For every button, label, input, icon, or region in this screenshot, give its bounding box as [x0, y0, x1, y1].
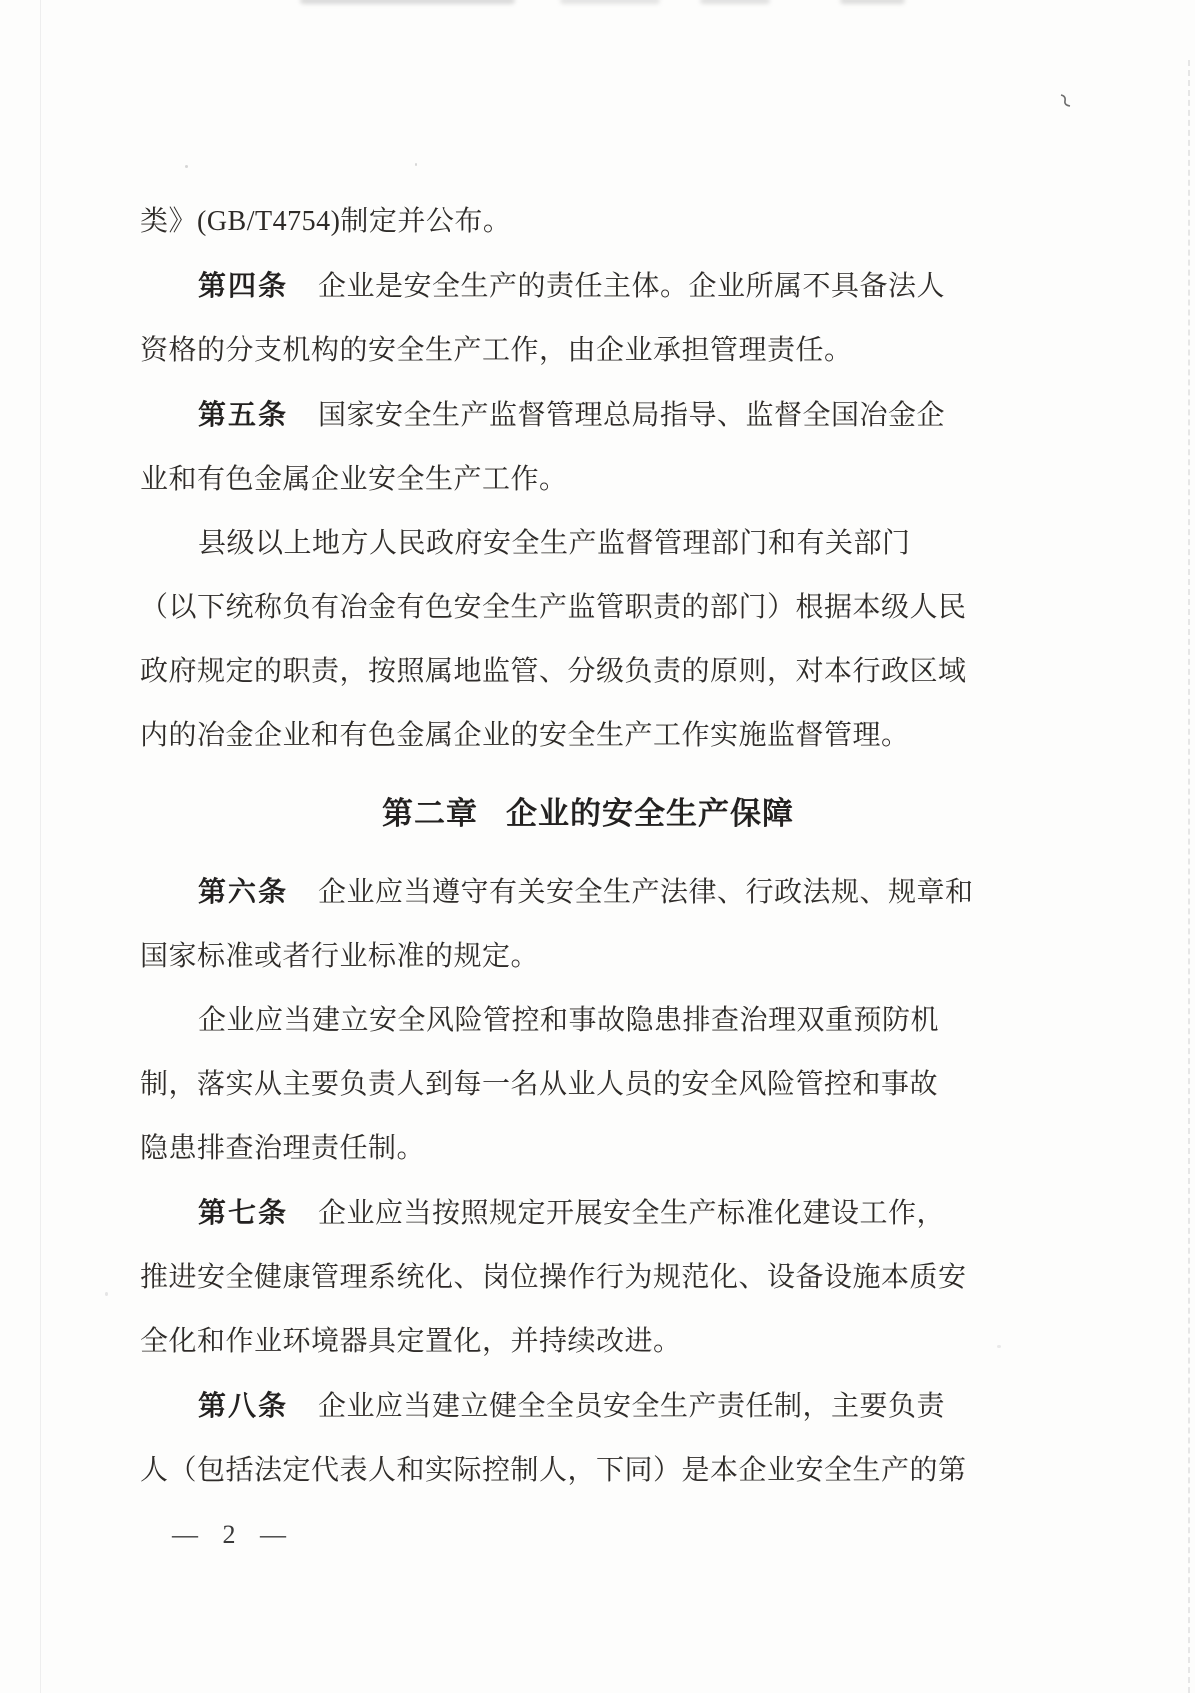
page-edge-line-right	[1188, 60, 1190, 1693]
text-line: （以下统称负有冶金有色安全生产监管职责的部门）根据本级人民	[140, 592, 967, 623]
paragraph-dual-prevention	[140, 989, 962, 1181]
chapter-title: 企业的安全生产保障	[506, 796, 794, 831]
page-edge-line-left	[40, 0, 41, 1693]
text-line	[140, 1374, 962, 1439]
paragraph-county-level	[140, 512, 967, 768]
text-line: 全化和作业环境器具定置化，并持续改进。	[140, 1326, 682, 1357]
text-line: 国家标准或者行业标准的规定。	[140, 941, 540, 972]
text-line: 隐患排查治理责任制。	[140, 1133, 426, 1164]
text-line: 内的冶金企业和有色金属企业的安全生产工作实施监督管理。	[140, 720, 910, 751]
text-line: 政府规定的职责，按照属地监管、分级负责的原则，对本行政区域	[140, 656, 967, 687]
text-line	[140, 860, 974, 925]
article-number: 第八条	[198, 1390, 289, 1421]
paragraph-continuation	[140, 190, 962, 254]
paragraph-article-5	[140, 383, 962, 512]
article-text: 企业应当建立健全全员安全生产责任制，主要负责	[318, 1391, 946, 1422]
text-line: 县级以上地方人民政府安全生产监督管理部门和有关部门	[198, 528, 911, 559]
chapter-number: 第二章	[382, 796, 478, 831]
text-line: 类》(GB/T4754)制定并公布。	[140, 206, 512, 237]
text-line	[140, 383, 962, 448]
chapter-heading	[177, 782, 999, 846]
text-line: 业和有色金属企业安全生产工作。	[140, 464, 568, 495]
article-text: 企业应当遵守有关安全生产法律、行政法规、规章和	[318, 877, 974, 908]
article-number: 第五条	[198, 399, 289, 430]
paragraph-article-7	[140, 1181, 967, 1374]
article-number: 第七条	[198, 1197, 289, 1228]
article-text: 企业应当按照规定开展安全生产标准化建设工作，	[318, 1198, 946, 1229]
ink-speck	[105, 1292, 108, 1296]
text-line: 企业应当建立安全风险管控和事故隐患排查治理双重预防机	[198, 1005, 940, 1036]
paragraph-article-8	[140, 1374, 967, 1503]
text-line: 制，落实从主要负责人到每一名从业人员的安全风险管控和事故	[140, 1069, 939, 1100]
article-number: 第四条	[198, 270, 289, 301]
page-number: — 2 —	[172, 1520, 288, 1549]
ink-squiggle	[1058, 92, 1072, 110]
text-line: 资格的分支机构的安全生产工作，由企业承担管理责任。	[140, 335, 853, 366]
document-body	[140, 0, 974, 1567]
article-number: 第六条	[198, 876, 289, 907]
article-text: 企业是安全生产的责任主体。企业所属不具备法人	[318, 271, 946, 302]
text-line	[140, 254, 962, 319]
text-line	[140, 1181, 962, 1246]
paragraph-article-6	[140, 860, 974, 989]
paragraph-article-4	[140, 254, 962, 383]
ink-speck	[997, 1345, 1001, 1348]
article-text: 国家安全生产监督管理总局指导、监督全国冶金企	[318, 400, 946, 431]
text-line: 人（包括法定代表人和实际控制人，下同）是本企业安全生产的第	[140, 1455, 967, 1486]
text-line: 推进安全健康管理系统化、岗位操作行为规范化、设备设施本质安	[140, 1262, 967, 1293]
